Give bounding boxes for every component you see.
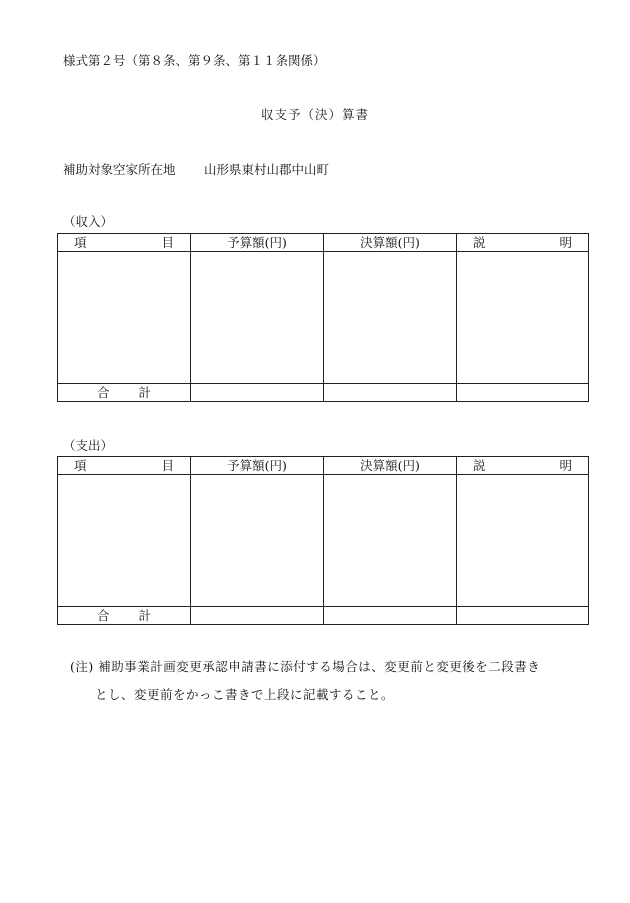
expense-item-cell[interactable]	[58, 475, 191, 607]
income-header-item: 項 目	[58, 234, 191, 252]
expense-header-item: 項 目	[58, 457, 191, 475]
note-line-1: (注) 補助事業計画変更承認申請書に添付する場合は、変更前と変更後を二段書き	[70, 659, 541, 674]
income-total-settlement-cell[interactable]	[324, 384, 457, 402]
income-settlement-cell[interactable]	[324, 252, 457, 384]
expense-entry-row	[58, 475, 589, 607]
expense-section-label: （支出）	[63, 438, 114, 453]
expense-total-explanation-cell[interactable]	[457, 607, 589, 625]
income-total-label: 合 計	[58, 384, 191, 402]
expense-header-explanation: 説 明	[457, 457, 589, 475]
expense-table	[57, 456, 589, 625]
income-total-row	[58, 384, 589, 402]
expense-header-settlement: 決算額(円)	[324, 457, 457, 475]
expense-total-row	[58, 607, 589, 625]
income-table	[57, 233, 589, 402]
expense-budget-cell[interactable]	[191, 475, 324, 607]
expense-settlement-cell[interactable]	[324, 475, 457, 607]
form-number: 様式第２号（第８条、第９条、第１１条関係）	[63, 53, 326, 68]
expense-total-settlement-cell[interactable]	[324, 607, 457, 625]
income-section-label: （収入）	[63, 214, 114, 229]
income-explanation-cell[interactable]	[457, 252, 589, 384]
document-title: 収支予（決）算書	[260, 107, 369, 122]
income-entry-row	[58, 252, 589, 384]
address-value: 山形県東村山郡中山町	[204, 162, 330, 177]
expense-explanation-cell[interactable]	[457, 475, 589, 607]
income-header-row	[58, 234, 589, 252]
income-header-settlement: 決算額(円)	[324, 234, 457, 252]
expense-total-label: 合 計	[58, 607, 191, 625]
note-line-2: とし、変更前をかっこ書きで上段に記載すること。	[95, 687, 395, 702]
expense-total-budget-cell[interactable]	[191, 607, 324, 625]
address-label: 補助対象空家所在地	[63, 162, 176, 177]
income-header-explanation: 説 明	[457, 234, 589, 252]
income-total-explanation-cell[interactable]	[457, 384, 589, 402]
income-header-budget: 予算額(円)	[191, 234, 324, 252]
income-total-budget-cell[interactable]	[191, 384, 324, 402]
expense-header-row	[58, 457, 589, 475]
income-item-cell[interactable]	[58, 252, 191, 384]
expense-header-budget: 予算額(円)	[191, 457, 324, 475]
income-budget-cell[interactable]	[191, 252, 324, 384]
